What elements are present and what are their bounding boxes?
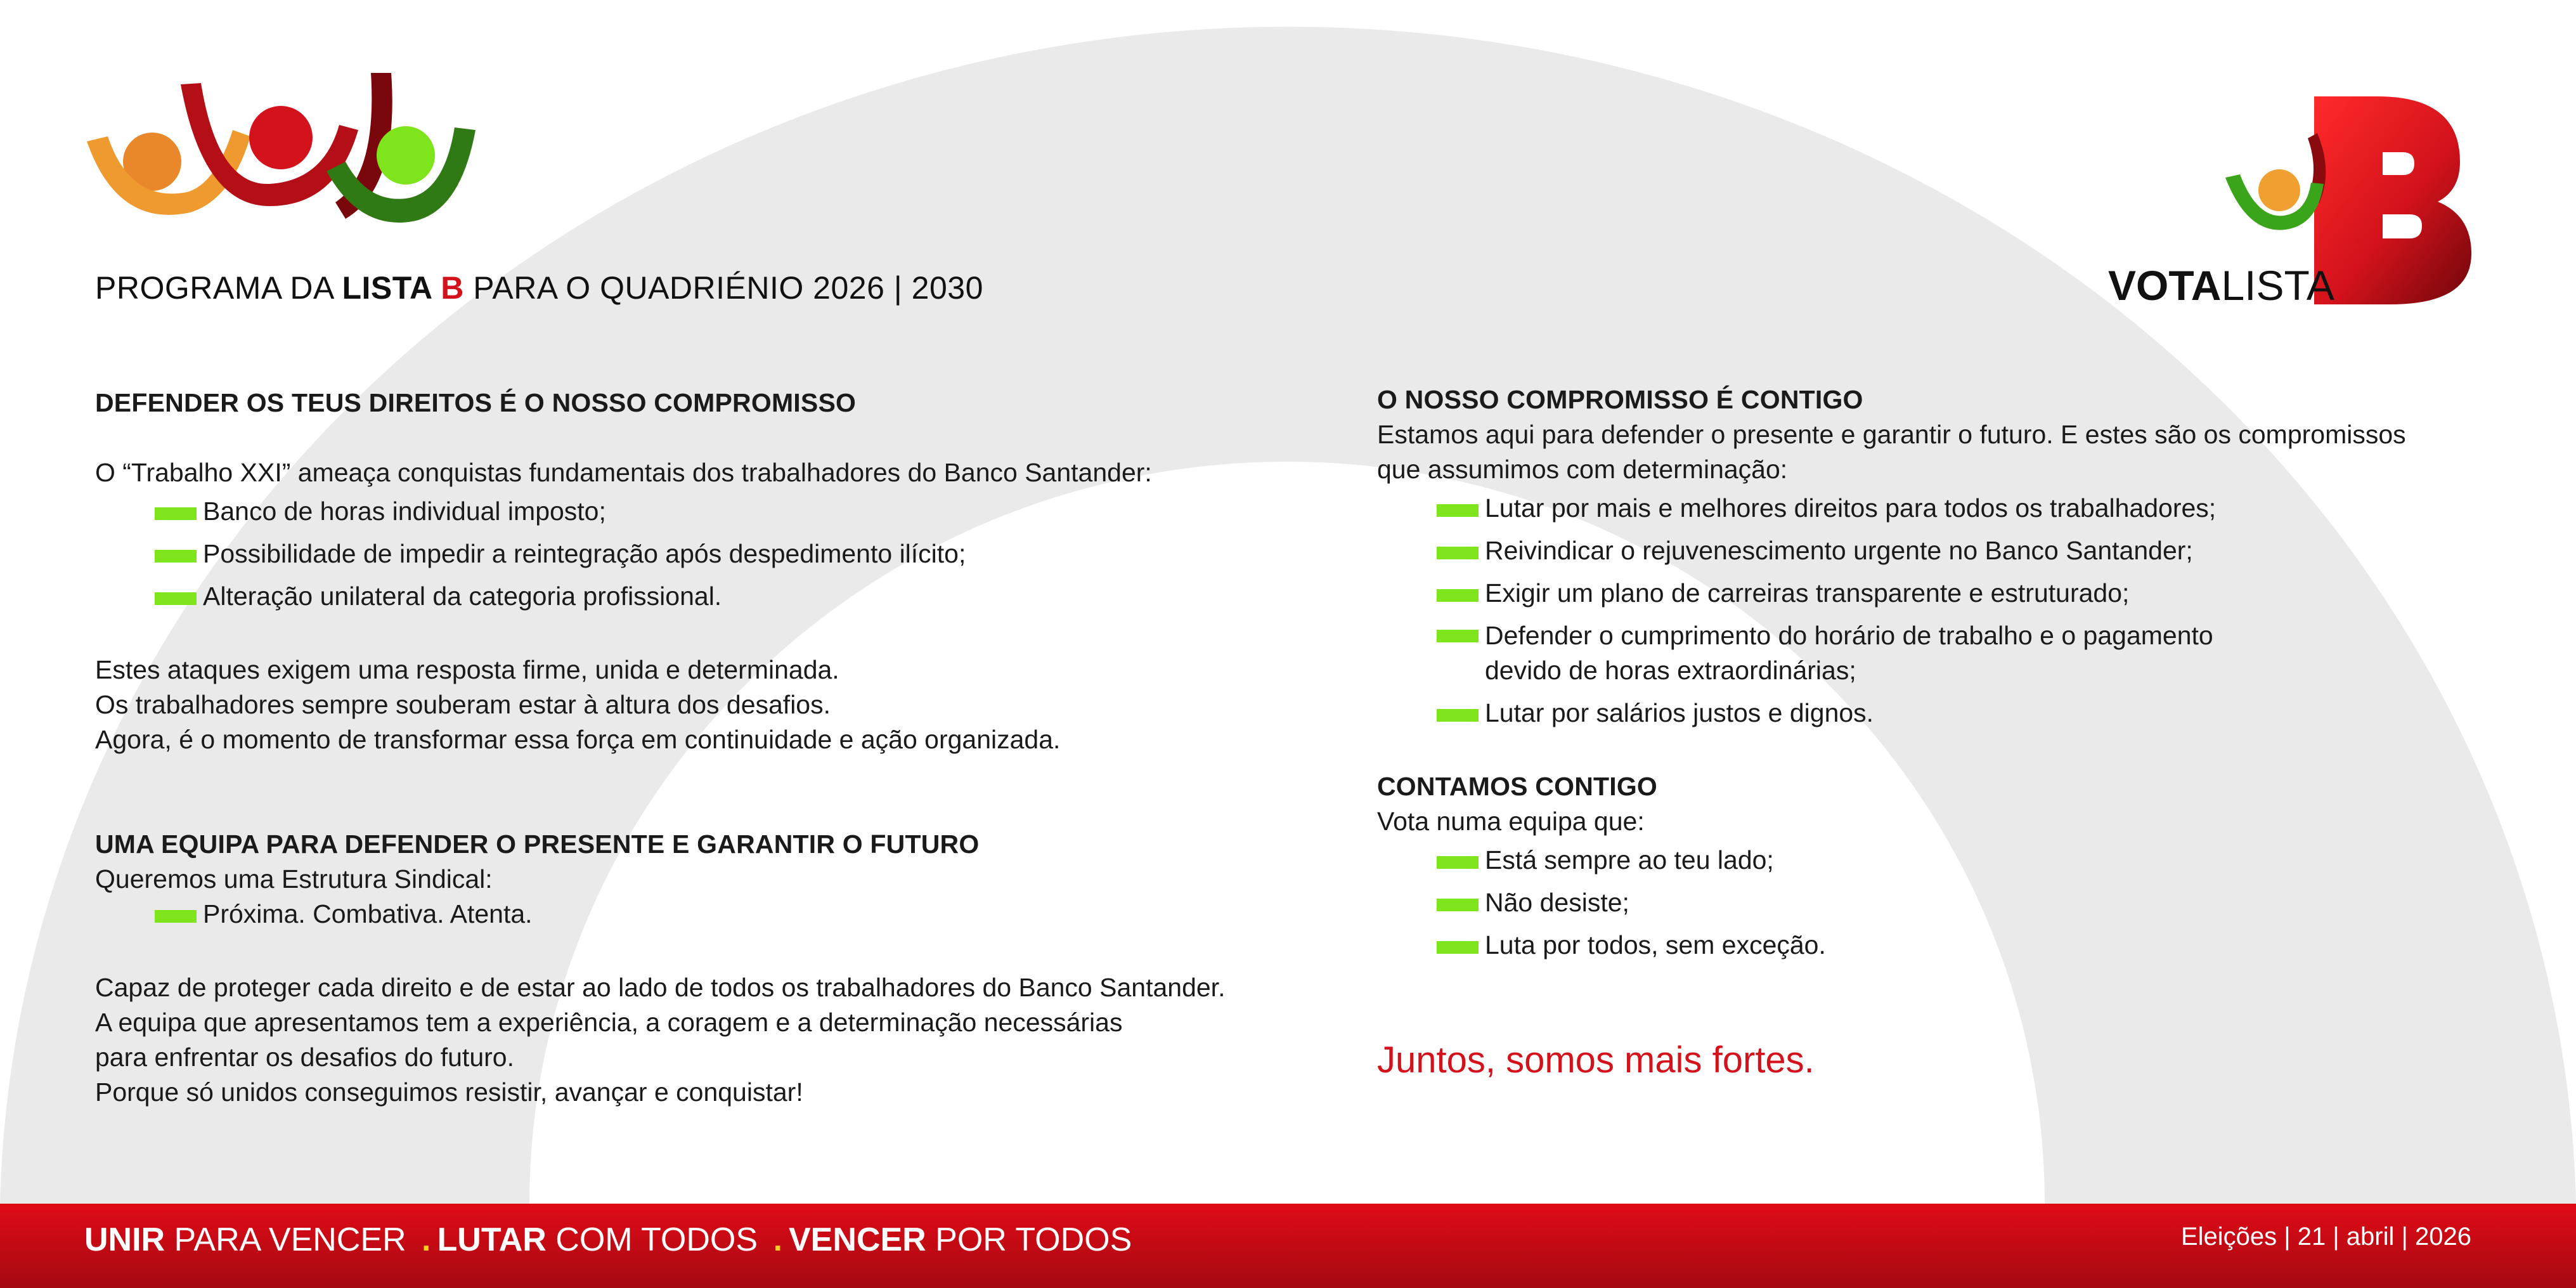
slogan-juntos: Juntos, somos mais fortes.	[1377, 1039, 1815, 1081]
paragraph-line: Estes ataques exigem uma resposta firme, unida e determinada.	[95, 655, 839, 684]
vota-word: VOTA	[2108, 262, 2222, 309]
paragraph-line: Agora, é o momento de transformar essa força em continuidade e ação organizada.	[95, 725, 1061, 754]
threats-list	[95, 490, 1268, 618]
lista-word: LISTA	[2221, 262, 2334, 309]
bullet-bar-icon	[155, 592, 197, 605]
bullet-bar-icon	[155, 507, 197, 520]
list-item: Lutar por mais e melhores direitos para todos os trabalhadores;	[1437, 487, 2512, 530]
footer-slogan: UNIR PARA VENCER . LUTAR COM TODOS . VENCER POR TODOS	[84, 1221, 1132, 1258]
section-title-defender: DEFENDER OS TEUS DIREITOS É O NOSSO COMPROMISSO	[95, 388, 857, 417]
paragraph-line: A equipa que apresentamos tem a experiência, a coragem e a determinação necessárias	[95, 1008, 1123, 1037]
title-b: B	[441, 270, 464, 306]
section-title-contamos: CONTAMOS CONTIGO	[1377, 772, 1658, 801]
paragraph-line: Capaz de proteger cada direito e de estar ao lado de todos os trabalhadores do Banco Santander.	[95, 973, 1226, 1002]
title-post: PARA O QUADRIÉNIO 2026 | 2030	[463, 270, 983, 306]
list-item: Defender o cumprimento do horário de trabalho e o pagamento devido de horas extraordinárias;	[1437, 615, 2512, 692]
intro-line-1: Estamos aqui para defender o presente e garantir o futuro. E estes são os compromissos	[1377, 420, 2406, 449]
bullet-bar-icon	[1437, 589, 1479, 602]
footer-banner	[0, 1204, 2576, 1288]
section-title-equipa: UMA EQUIPA PARA DEFENDER O PRESENTE E GARANTIR O FUTURO	[95, 829, 980, 859]
list-item: Lutar por salários justos e dignos.	[1437, 692, 2512, 734]
election-date: Eleições | 21 | abril | 2026	[2180, 1223, 2471, 1251]
bullet-bar-icon	[1437, 547, 1479, 559]
bullet-bar-icon	[1437, 504, 1479, 517]
union-people-logo	[79, 67, 485, 231]
bullet-bar-icon	[1437, 630, 1479, 642]
list-item: Reivindicar o rejuvenescimento urgente no Banco Santander;	[1437, 530, 2512, 572]
bullet-bar-icon	[1437, 941, 1479, 954]
list-item: Alteração unilateral da categoria profissional.	[155, 575, 1268, 618]
commitments-list	[1377, 487, 2512, 734]
bullet-bar-icon	[155, 910, 197, 923]
title-lista: LISTA	[342, 270, 441, 306]
list-item: Exigir um plano de carreiras transparente e estruturado;	[1437, 572, 2512, 615]
intro-estrutura: Queremos uma Estrutura Sindical:	[95, 864, 493, 894]
list-item: Está sempre ao teu lado;	[1437, 839, 2512, 881]
dot-separator: .	[422, 1221, 431, 1258]
paragraph-line: Os trabalhadores sempre souberam estar à altura dos desafios.	[95, 690, 831, 719]
title-pre: PROGRAMA DA	[95, 270, 342, 306]
intro-vota: Vota numa equipa que:	[1377, 807, 1645, 836]
bullet-bar-icon	[1437, 899, 1479, 911]
paragraph-line: Porque só unidos conseguimos resistir, avançar e conquistar!	[95, 1077, 803, 1107]
team-list	[1377, 839, 2512, 966]
bullet-bar-icon	[1437, 856, 1479, 869]
intro-line-2: que assumimos com determinação:	[1377, 455, 1788, 484]
list-item: Luta por todos, sem exceção.	[1437, 924, 2512, 966]
right-column	[1377, 382, 2512, 1081]
paragraph-line: para enfrentar os desafios do futuro.	[95, 1043, 514, 1072]
vota-lista-wordmark	[2108, 261, 2334, 309]
list-item: Próxima. Combativa. Atenta.	[155, 893, 1268, 935]
list-item: Banco de horas individual imposto;	[155, 490, 1268, 533]
list-item: Não desiste;	[1437, 881, 2512, 924]
qualities-list	[95, 893, 1268, 935]
intro-trabalho-xxi: O “Trabalho XXI” ameaça conquistas fundamentais dos trabalhadores do Banco Santander:	[95, 458, 1152, 487]
bullet-bar-icon	[155, 550, 197, 563]
bullet-bar-icon	[1437, 709, 1479, 722]
left-column	[95, 386, 1268, 1110]
list-item: Possibilidade de impedir a reintegração após despedimento ilícito;	[155, 533, 1268, 575]
section-title-compromisso: O NOSSO COMPROMISSO É CONTIGO	[1377, 385, 1863, 414]
dot-separator: .	[773, 1221, 782, 1258]
program-title	[95, 270, 983, 306]
